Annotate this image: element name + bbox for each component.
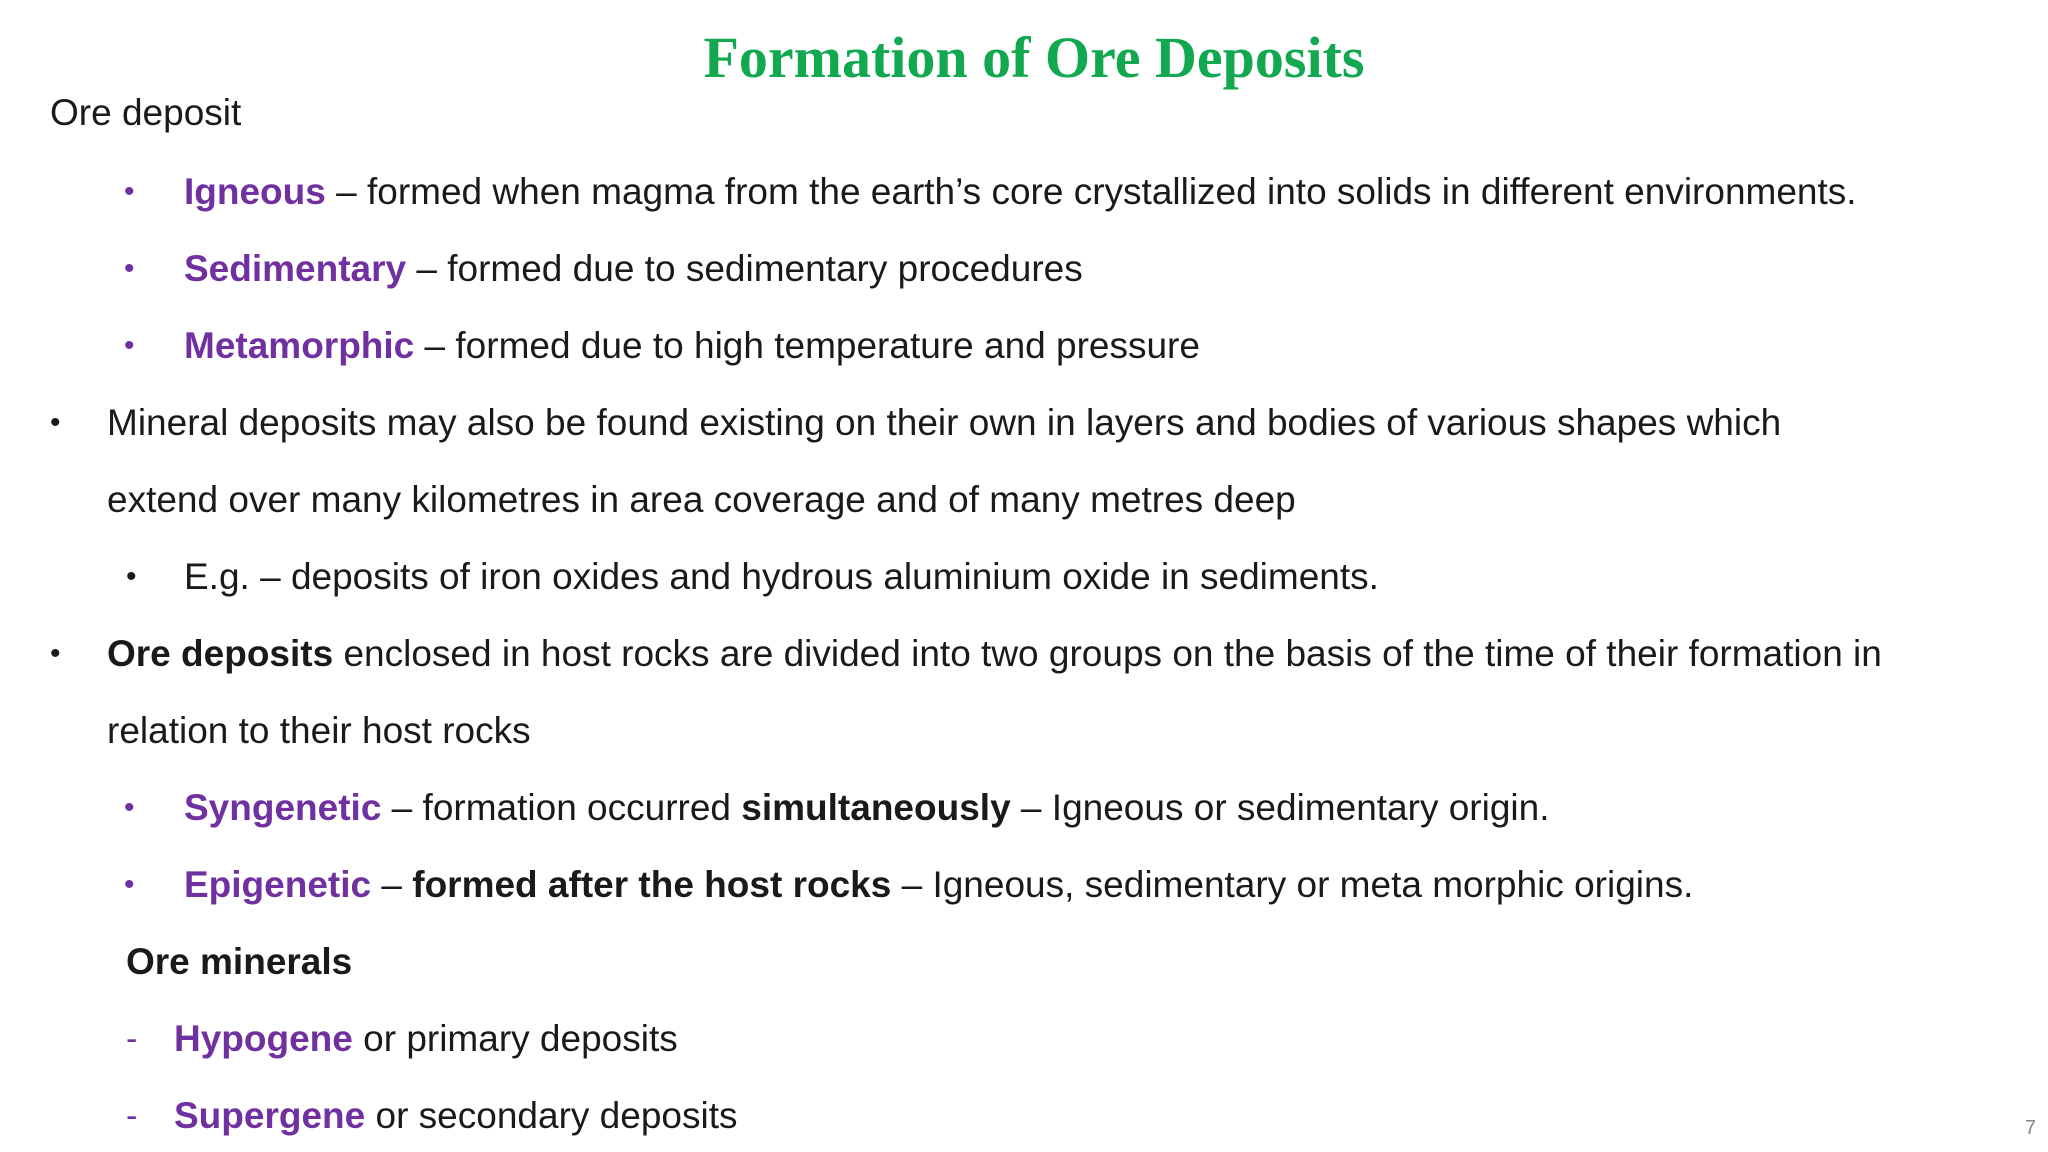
epigenetic-post: – Igneous, sedimentary or meta morphic origins. xyxy=(891,864,1694,905)
term-supergene: Supergene xyxy=(174,1095,366,1136)
dash-hypogene: - xyxy=(126,1020,138,1058)
list-item-supergene xyxy=(174,1091,737,1141)
term-syngenetic: Syngenetic xyxy=(184,787,382,828)
desc-hypogene: or primary deposits xyxy=(352,1018,678,1059)
list-item-syngenetic xyxy=(184,783,1550,833)
list-item-igneous xyxy=(184,167,1857,217)
list-item-metamorphic xyxy=(184,321,1200,371)
desc-supergene: or secondary deposits xyxy=(365,1095,738,1136)
list-item-epigenetic xyxy=(184,860,1693,910)
syngenetic-pre: – formation occurred xyxy=(381,787,742,828)
bullet-epigenetic: • xyxy=(124,868,135,901)
term-hypogene: Hypogene xyxy=(174,1018,353,1059)
desc-igneous: – formed when magma from the earth’s core crystallized into solids in different environments. xyxy=(325,171,1857,212)
syngenetic-post: – Igneous or sedimentary origin. xyxy=(1010,787,1550,828)
ore-deposits-line-1 xyxy=(107,629,1882,679)
ore-deposit-heading: Ore deposit xyxy=(50,92,242,133)
dash-supergene: - xyxy=(126,1097,138,1135)
ore-minerals-heading: Ore minerals xyxy=(126,941,353,982)
bullet-mineral-deposits: • xyxy=(50,406,61,439)
bullet-igneous: • xyxy=(124,175,135,208)
desc-metamorphic: – formed due to high temperature and pressure xyxy=(414,325,1200,366)
mineral-deposits-line-1: Mineral deposits may also be found existing on their own in layers and bodies of various shapes which xyxy=(107,402,1782,443)
list-item-hypogene xyxy=(174,1014,678,1064)
term-sedimentary: Sedimentary xyxy=(184,248,407,289)
ore-deposits-bold: Ore deposits xyxy=(107,633,334,674)
slide-title: Formation of Ore Deposits xyxy=(703,25,1365,90)
bullet-example: • xyxy=(126,560,137,593)
bullet-ore-deposits: • xyxy=(50,637,61,670)
mineral-deposits-line-2: extend over many kilometres in area coverage and of many metres deep xyxy=(107,479,1296,520)
example-line: E.g. – deposits of iron oxides and hydrous aluminium oxide in sediments. xyxy=(184,556,1379,597)
epigenetic-bold: formed after the host rocks xyxy=(412,864,892,905)
bullet-sedimentary: • xyxy=(124,252,135,285)
syngenetic-bold: simultaneously xyxy=(741,787,1011,828)
page-number: 7 xyxy=(2024,1117,2036,1139)
term-epigenetic: Epigenetic xyxy=(184,864,372,905)
ore-deposits-line-2: relation to their host rocks xyxy=(107,710,531,751)
desc-sedimentary: – formed due to sedimentary procedures xyxy=(406,248,1083,289)
bullet-metamorphic: • xyxy=(124,329,135,362)
ore-deposits-rest: enclosed in host rocks are divided into two groups on the basis of the time of their formation in xyxy=(333,633,1882,674)
epigenetic-pre: – xyxy=(371,864,413,905)
list-item-sedimentary xyxy=(184,244,1083,294)
bullet-syngenetic: • xyxy=(124,791,135,824)
term-igneous: Igneous xyxy=(184,171,326,212)
term-metamorphic: Metamorphic xyxy=(184,325,415,366)
